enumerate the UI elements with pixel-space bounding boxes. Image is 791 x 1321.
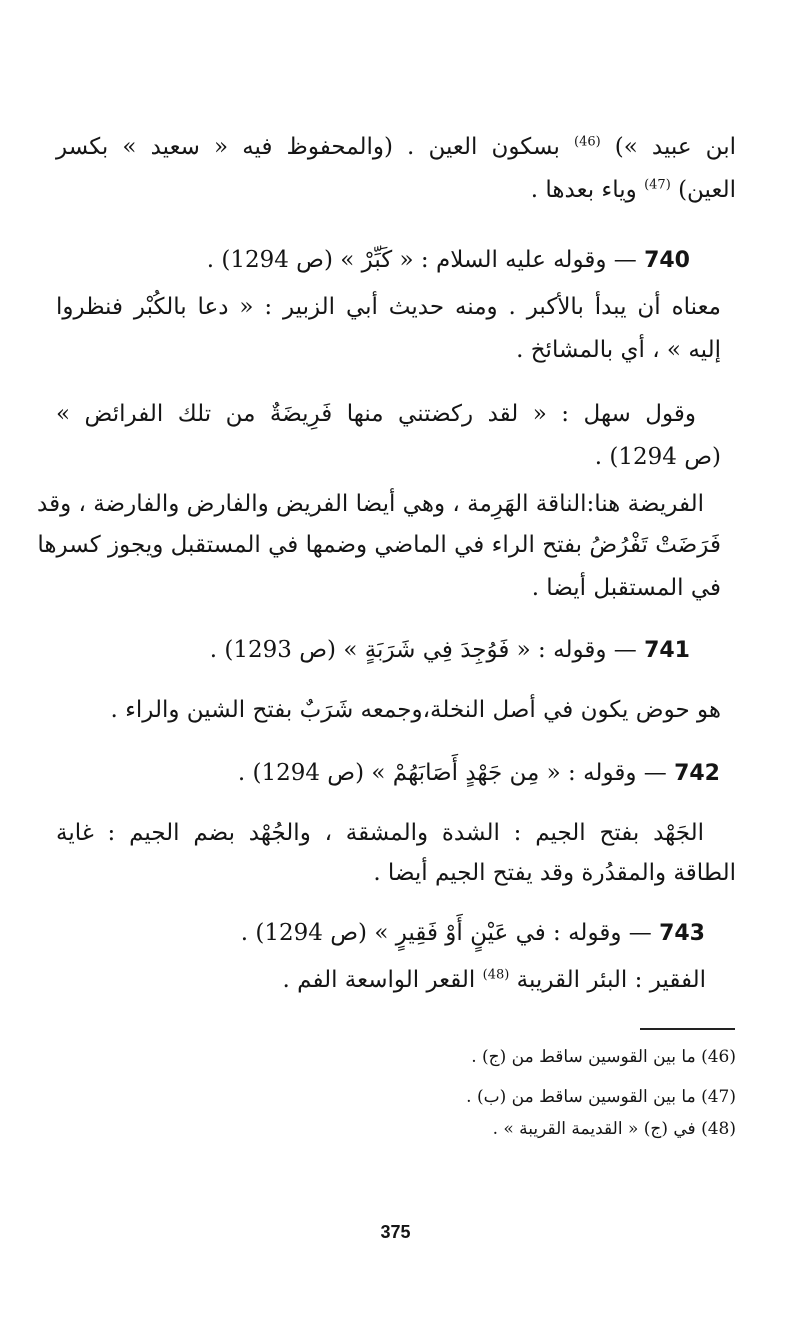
body-line: الجَهْد بفتح الجيم : الشدة والمشقة ، والجُهْد بضم الجيم : غاية [56,820,704,846]
body-line: وقول سهل : « لقد ركضتني منها فَرِيضَةٌ من تلك الفرائض » [56,401,696,427]
footnote-ref: (46) [573,134,601,150]
entry-heading-740 [150,243,690,278]
text-run: الفقير : البئر القريبة [516,967,706,993]
page-number: 375 [380,1222,411,1242]
entry-number: 742 [674,761,720,786]
body-line: فَرَضَتْ تَفْرُضُ بفتح الراء في الماضي وضمها في المستقبل ويجوز كسرها [37,532,721,558]
footnote-ref: (48) [482,967,510,983]
entry-heading-742 [150,756,720,791]
entry-title: — وقوله : « فَوُجِدَ فِي شَرَبَةٍ » (ص 1293) . [209,637,637,663]
entry-number: 740 [644,248,690,273]
entry-heading-743 [150,916,705,951]
footnote-47: (47) ما بين القوسين ساقط من (ب) . [466,1087,736,1107]
body-line: الفريضة هنا:الناقة الهَرِمة ، وهي أيضا الفريض والفارض والفارضة ، وقد [37,491,704,517]
text-run: القعر الواسعة الفم . [282,967,476,993]
footnote-46: (46) ما بين القوسين ساقط من (ج) . [471,1047,736,1067]
text-run: ابن عبيد ») [614,134,736,160]
body-line: إليه » ، أي بالمشائخ . [516,337,721,363]
entry-title: — وقوله عليه السلام : « كَبِّرْ » (ص 1294) . [206,247,637,273]
body-line: معناه أن يبدأ بالأكبر . ومنه حديث أبي الزبير : « دعا بالكُبْر فنظروا [56,294,721,320]
text-run: العين) [678,177,736,203]
entry-number: 741 [644,638,690,663]
body-line [56,130,736,164]
body-line: في المستقبل أيضا . [531,575,721,601]
entry-number: 743 [659,921,705,946]
entry-title: — وقوله : في عَيْنٍ أَوْ فَقِيرٍ » (ص 1294) . [240,920,652,946]
body-line: الطاقة والمقدُرة وقد يفتح الجيم أيضا . [373,860,736,886]
entry-title: — وقوله : « مِن جَهْدٍ أَصَابَهُمْ » (ص 1294) . [237,760,667,786]
text-run: وياء بعدها . [530,177,637,203]
footnote-ref: (47) [644,177,671,193]
body-line [240,963,706,997]
body-line [380,173,736,207]
body-line: هو حوض يكون في أصل النخلة،وجمعه شَرَبٌ بفتح الشين والراء . [110,697,721,723]
text-run: بسكون العين . (والمحفوظ فيه « سعيد » بكسر [56,134,560,160]
footnote-separator [640,1028,735,1030]
entry-heading-741 [150,633,690,668]
footnote-48: (48) في (ج) « القديمة القريبة » . [492,1119,736,1139]
body-line: (ص 1294) . [594,444,721,470]
